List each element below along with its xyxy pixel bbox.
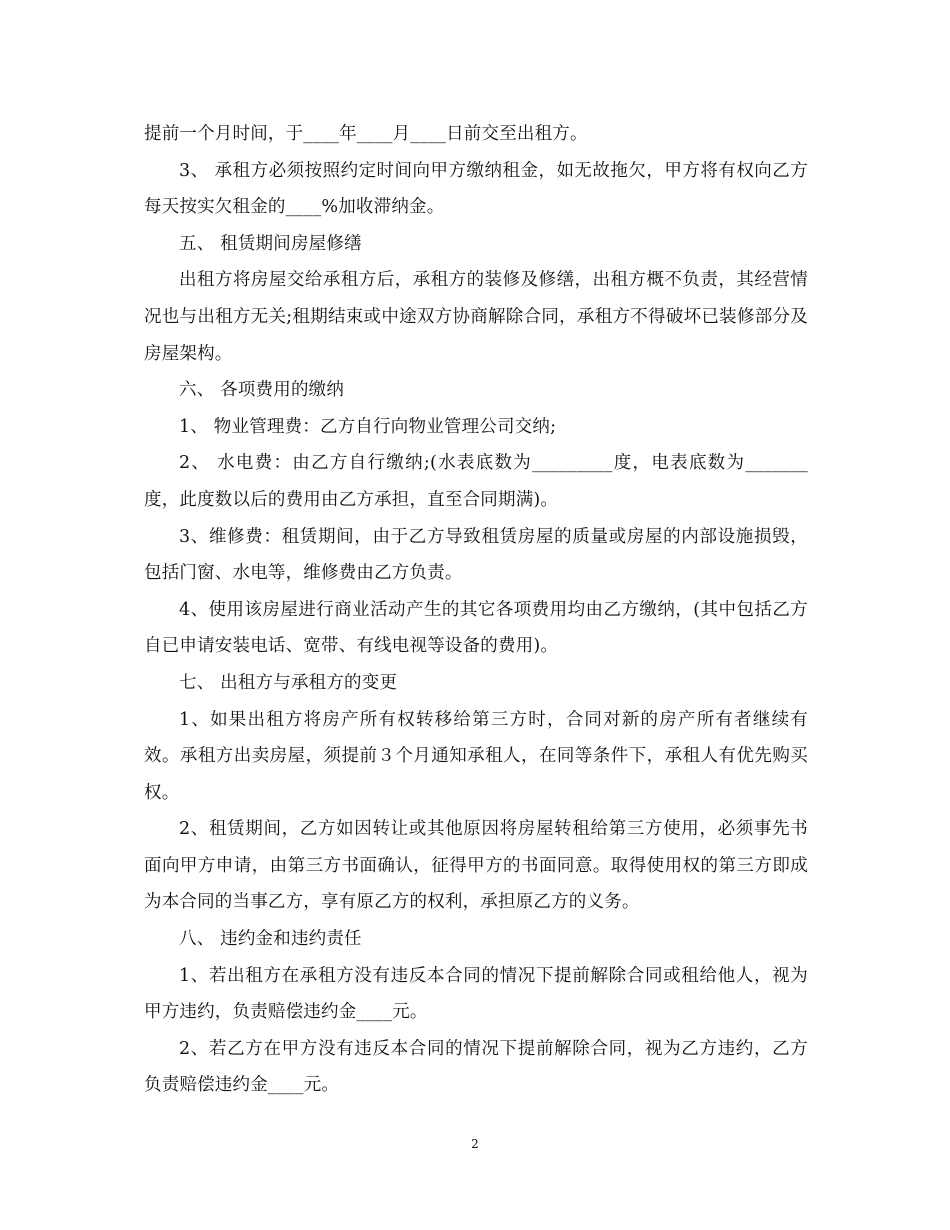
- paragraph-5: 1、 物业管理费：乙方自行向物业管理公司交纳;: [179, 416, 557, 437]
- section-heading-8: 八、 违约金和违约责任: [179, 929, 362, 950]
- section-heading-7: 七、 出租方与承租方的变更: [179, 672, 398, 693]
- page-number: 2: [471, 1137, 479, 1151]
- paragraph-14: 2、若乙方在甲方没有违反本合同的情况下提前解除合同，视为乙方违约，乙方负责赔偿违约金____元。: [144, 1038, 808, 1096]
- document-body: [144, 116, 808, 1104]
- paragraph-11: 2、租赁期间，乙方如因转让或其他原因将房屋转租给第三方使用，必须事先书面向甲方申请，由第三方书面确认，征得甲方的书面同意。取得使用权的第三方即成为本合同的当事乙方，享有原乙方的权利，承担原乙方的义务。: [144, 819, 808, 913]
- section-heading-6: 六、 各项费用的缴纳: [179, 380, 345, 401]
- paragraph-7: 3、维修费：租赁期间，由于乙方导致租赁房屋的质量或房屋的内部设施损毁，包括门窗、水电等，维修费由乙方负责。: [144, 526, 808, 584]
- paragraph-0: 提前一个月时间，于____年____月____日前交至出租方。: [144, 124, 588, 144]
- paragraph-10: 1、如果出租方将房产所有权转移给第三方时，合同对新的房产所有者继续有效。承租方出卖房屋，须提前３个月通知承租人，在同等条件下，承租人有优先购买权。: [144, 709, 808, 803]
- paragraph-3: 出租方将房屋交给承租方后，承租方的装修及修缮，出租方概不负责，其经营情况也与出租方无关;租期结束或中途双方协商解除合同，承租方不得破坏已装修部分及房屋架构。: [144, 270, 808, 364]
- paragraph-13: 1、若出租方在承租方没有违反本合同的情况下提前解除合同或租给他人，视为甲方违约，负责赔偿违约金____元。: [144, 965, 808, 1023]
- paragraph-8: 4、使用该房屋进行商业活动产生的其它各项费用均由乙方缴纳，(其中包括乙方自已申请安装电话、宽带、有线电视等设备的费用)。: [144, 599, 808, 657]
- paragraph-1: 3、 承租方必须按照约定时间向甲方缴纳租金，如无故拖欠，甲方将有权向乙方每天按实欠租金的____%加收滞纳金。: [144, 160, 808, 218]
- section-heading-5: 五、 租赁期间房屋修缮: [179, 233, 362, 254]
- paragraph-6: 2、 水电费：由乙方自行缴纳;(水表底数为_________度，电表底数为_______度，此度数以后的费用由乙方承担，直至合同期满)。: [144, 453, 808, 510]
